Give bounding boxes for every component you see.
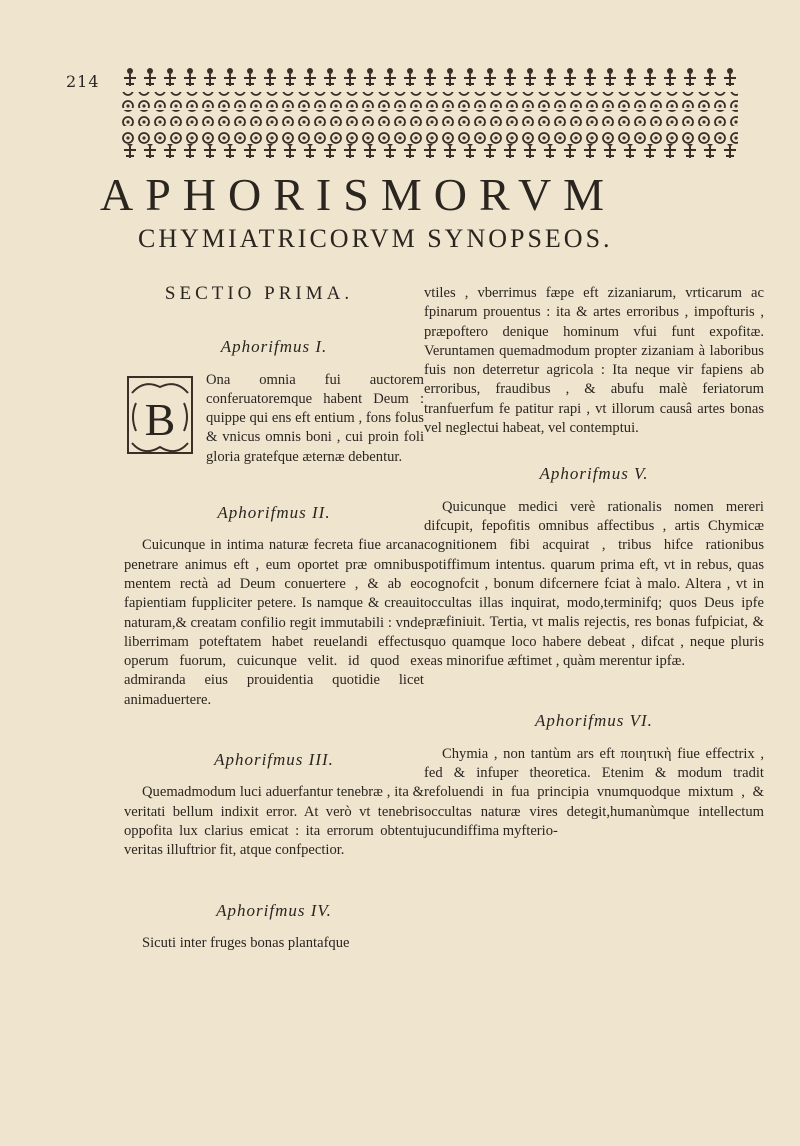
- left-column: [124, 284, 424, 1106]
- aphorism-2-text: Cuicunque in intima naturæ fecreta fiue arcana penetrare animus eft , eum oportet præ omnibus mentem rectà ad Deum conuertere , & ab eo fapientiam fuppliciter petere. Is namque & creauit naturam,& creatam confilio regit immutabili : vnde liberrimam poteftatem habet reuelandi effectus operum fuorum, cuicunque velit. id quod ex admiranda eius prouidentia quotidie licet animaduertere.: [124, 537, 424, 708]
- aphorism-1-text: Ona omnia fui auctorem conferuatoremque habent Deum : quippe qui ens eft entium , fons folus & vnicus omnis boni , cui proin foli gloria gratefque æternæ debentur.: [206, 371, 424, 465]
- aphorism-6-text: Chymia , non tantùm ars eft ποιητικὴ fiue effectrix , fed & infuper theoretica. Etenim & modum tradit refoluendi in fua principia vnumquodque mixtum , & occultas naturæ vires detegit,humanùmque intellectum jucundiffima myfterio-: [424, 745, 764, 839]
- aphorism-6-heading: Aphorifmus VI.: [535, 711, 653, 731]
- svg-text:B: B: [144, 393, 176, 445]
- aphorism-3-heading: Aphorifmus III.: [214, 750, 334, 770]
- aphorism-5-text: Quicunque medici verè rationalis nomen mereri difcupit, fepofitis omnibus affectibus , artis Chymicæ cognitionem fibi acquirat , tribus hifce rationibus potiffimum intentus. quarum prima eft, vt in rebus, quas cognofcit , bonum difcernere fciat à malo. Altera , vt in occultas illas inquirat, modo,terminifq; quos Deus ipfe præfiniuit. Tertia, vt malis rejectis, res bonas fufpiciat, & quo quamque loco habere debeat , difcat , neque pluris eas minorifue æftimet , quàm merentur ipfæ.: [424, 498, 764, 670]
- aphorism-2-heading: Aphorifmus II.: [217, 503, 331, 523]
- aphorism-4-text: Sicuti inter fruges bonas plantafque: [142, 934, 350, 951]
- aphorism-1-text-block: [124, 371, 424, 467]
- section-title: SECTIO PRIMA.: [164, 283, 354, 304]
- aphorism-1-heading: Aphorifmus I.: [220, 337, 328, 357]
- aphorism-4-continuation: vtiles , vberrimus fæpe eft zizaniarum, vrticarum ac fpinarum prouentus : ita & artes erroribus , impofturis , præpoftero denique hominum vfui funt expofitæ. Veruntamen quemadmodum propter zizaniam à laboribus fuis non deterretur agricola : Ita neque vir fapiens ab erroribus, fraudibus , & abufu malè feriatorum tranfuerfum fe patitur rapi , vt illorum causâ artes bonas vel neglectui habeat, vel contemptui.: [424, 285, 764, 437]
- ornamental-header-band: [120, 66, 738, 162]
- page-number: 214: [66, 72, 100, 91]
- aphorism-4-heading: Aphorifmus IV.: [216, 900, 332, 920]
- decorated-initial-icon: [124, 373, 196, 461]
- aphorism-5-heading: Aphorifmus V.: [539, 464, 649, 484]
- aphorism-3-text: Quemadmodum luci aduerfantur tenebræ , ita & veritati bellum indixit error. At verò vt tenebris oppofita lux clarius emicat : ita errorum obtentu veritas illuftrior fit, atque confpectior.: [124, 784, 424, 859]
- subtitle: CHYMIATRICORVM SYNOPSEOS.: [138, 224, 613, 253]
- right-column: [424, 284, 764, 1106]
- main-title: APHORISMORVM: [100, 169, 617, 220]
